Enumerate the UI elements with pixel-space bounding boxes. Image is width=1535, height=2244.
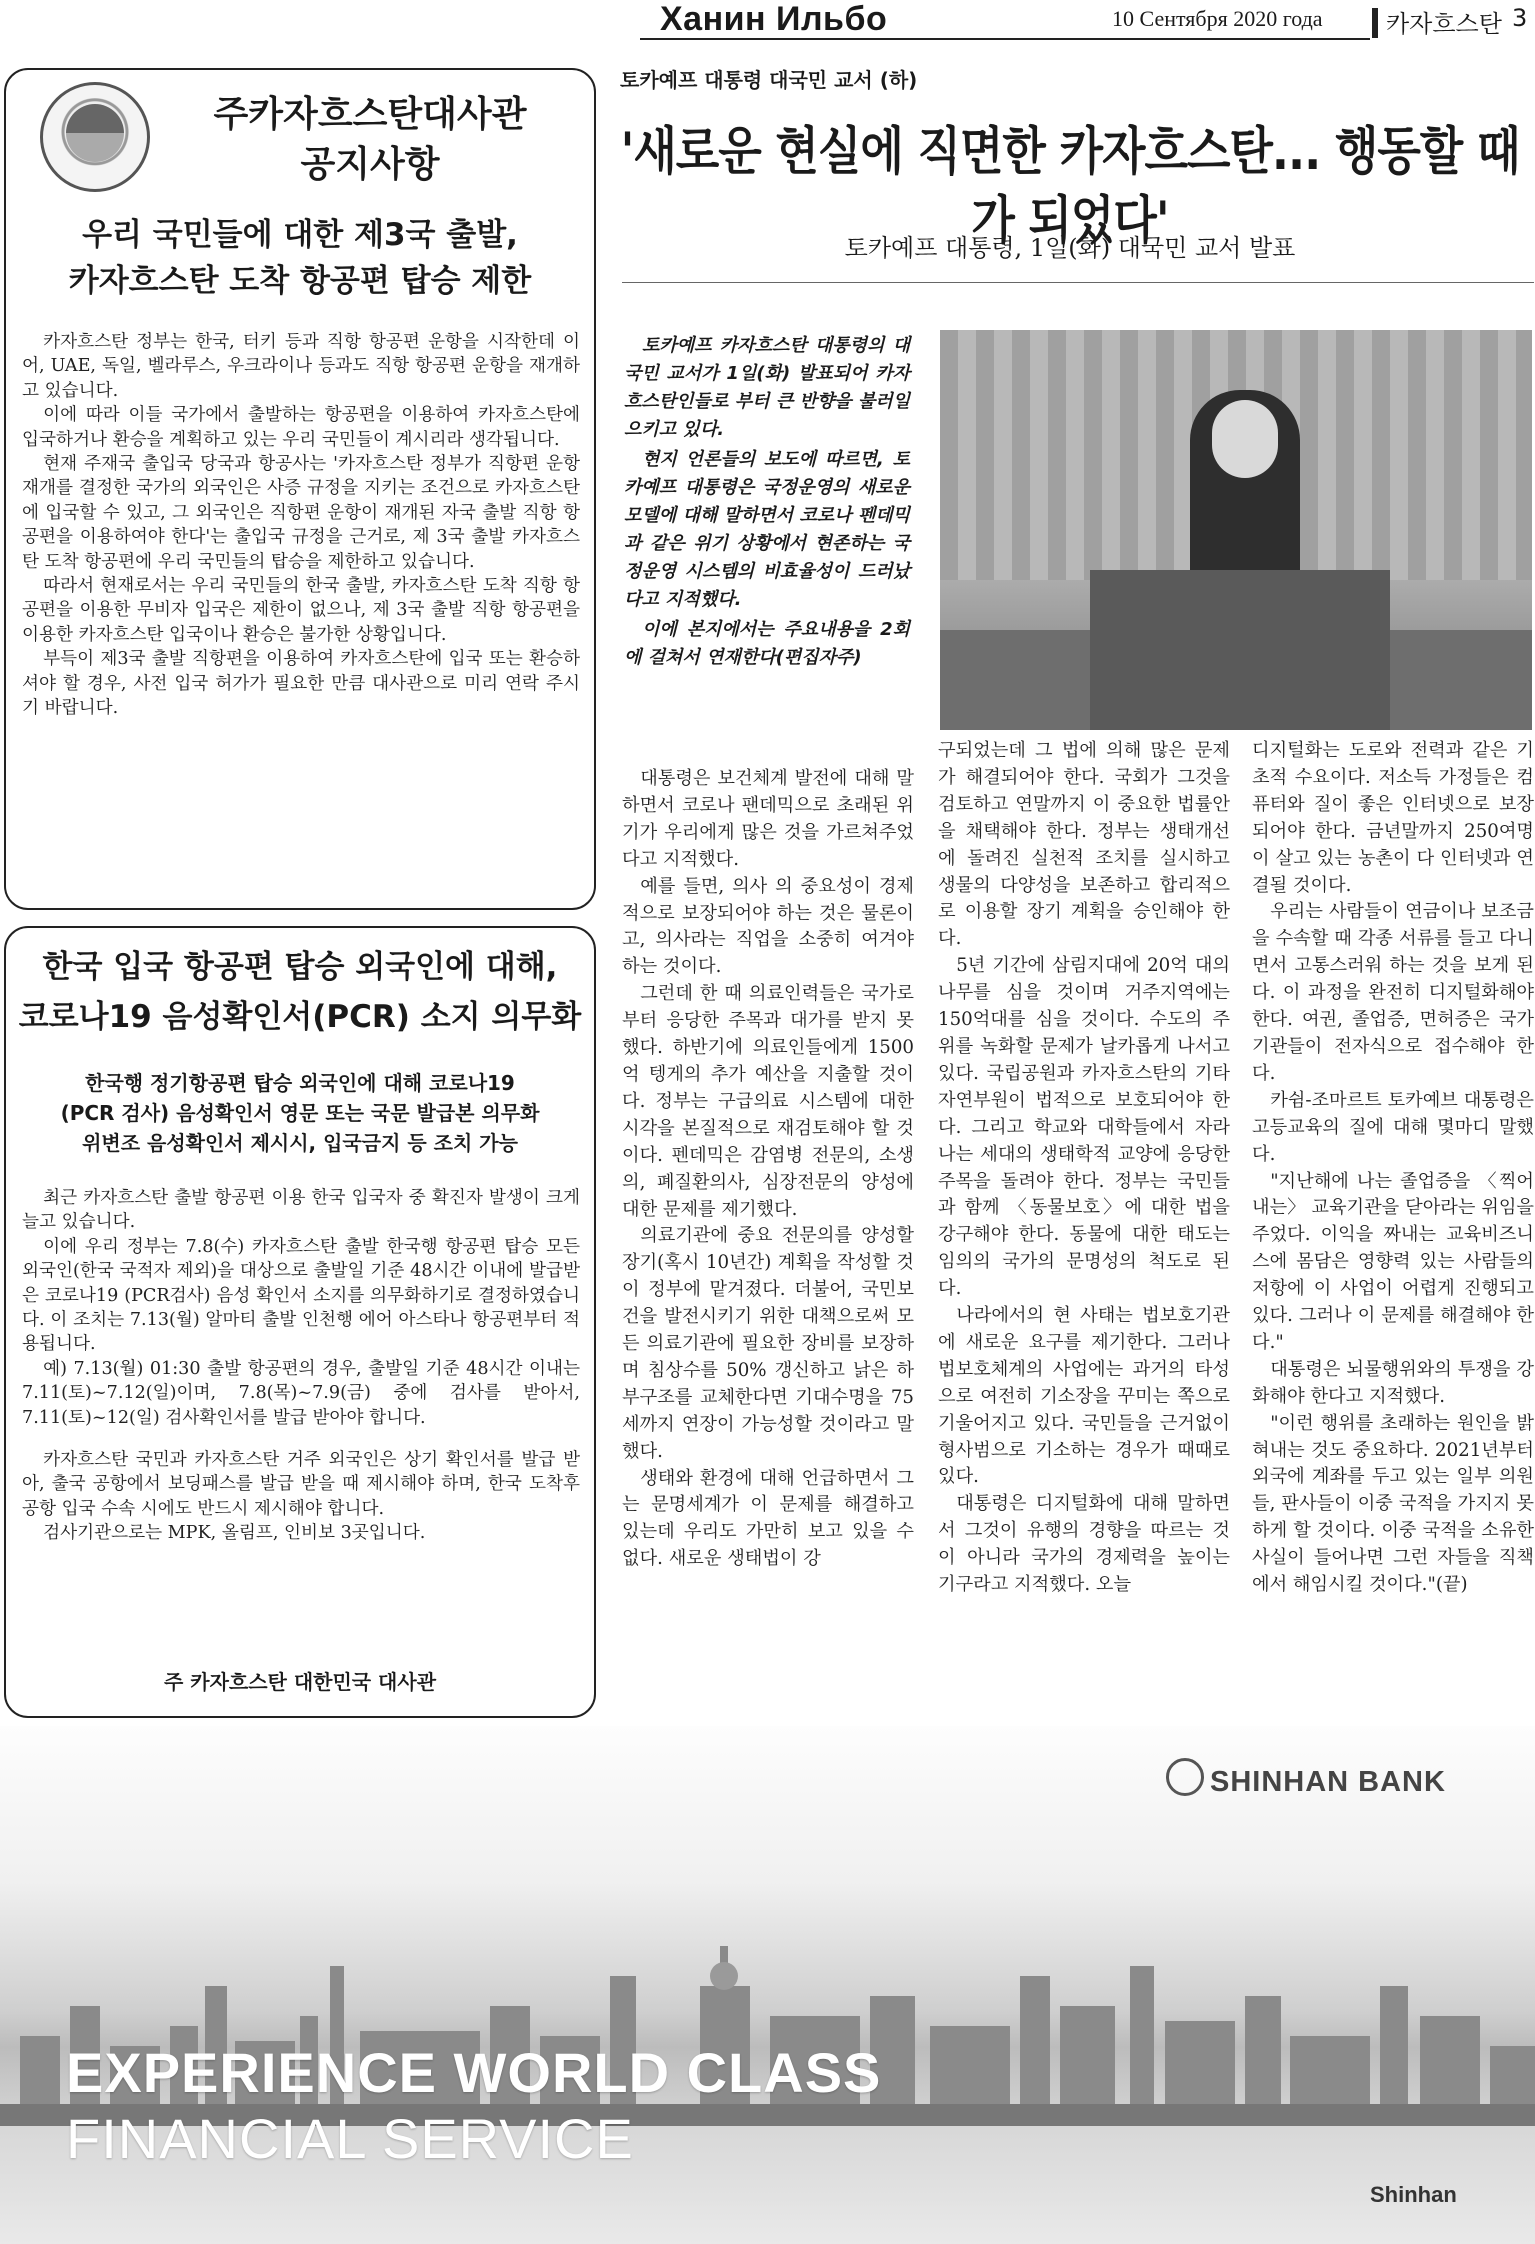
shinhan-logo-icon: [1166, 1758, 1204, 1796]
paragraph: 카자흐스탄 정부는 한국, 터키 등과 직항 항공편 운항을 시작한데 이어, UAE, 독일, 벨라루스, 우크라이나 등과도 직항 항공편 운항을 재개하고 있습니다.: [22, 332, 580, 401]
paragraph: 그런데 한 때 의료인력들은 국가로 부터 응당한 주목과 대가를 받지 못했다. 하반기에 의료인들에게 1500억 텡게의 추가 예산을 지출할 것이다. 정부는 구급의료 시스템에 대한 시각을 본질적으로 재검토해야 할 것이다. 펜데믹은 감염병 전문의, 소생의, 폐질환의사, 심장전문의 양성에 대한 문제를 제기했다.: [622, 983, 914, 1220]
notice-header: [160, 90, 580, 190]
notice-header-line1: 주카자흐스탄대사관: [213, 94, 527, 135]
paragraph: 생태와 환경에 대해 언급하면서 그는 문명세계가 이 문제를 해결하고 있는데 우리도 가만히 보고 있을 수 없다. 새로운 생태법이 강: [622, 1467, 914, 1570]
paragraph: 부득이 제3국 출발 직항편을 이용하여 카자흐스탄에 입국 또는 환승하셔야 할 경우, 사전 입국 허가가 필요한 만큼 대사관으로 미리 연락 주시기 바랍니다.: [22, 649, 580, 719]
paragraph: "지난해에 나는 졸업증을 〈찍어내는〉 교육기관을 닫아라는 위임을 주었다. 이익을 짜내는 교육비즈니스에 몸담은 영향력 있는 사람들의 저항에 이 사업이 어렵게 진행되고 있다. 그러나 이 문제를 해결해야 한다.": [1252, 1170, 1534, 1353]
paragraph: 최근 카자흐스탄 출발 항공편 이용 한국 입국자 중 확진자 발생이 크게 늘고 있습니다.: [22, 1188, 580, 1233]
ad-slogan-line1: EXPERIENCE WORLD CLASS: [66, 2041, 882, 2104]
paragraph: 따라서 현재로서는 우리 국민들의 한국 출발, 카자흐스탄 도착 직항 항공편을 이용한 무비자 입국은 제한이 없으나, 제 3국 출발 직항 항공편을 이용한 카자흐스탄 입국이나 환승은 불가한 상황입니다.: [22, 576, 580, 645]
issue-date: 10 Сентября 2020 года: [1112, 6, 1323, 31]
paragraph: 대통령은 보건체계 발전에 대해 말하면서 코로나 팬데믹으로 초래된 위기가 우리에게 많은 것을 가르쳐주었다고 지적했다.: [622, 768, 914, 870]
taegeuk-emblem-icon: [66, 104, 124, 162]
embassy-signature: 주 카자흐스탄 대한민국 대사관: [163, 1670, 437, 1694]
ad-slogan-line2: FINANCIAL SERVICE: [66, 2107, 634, 2170]
article-lead: [624, 332, 910, 674]
section-marker: [1372, 8, 1378, 38]
notice-title: [20, 212, 580, 304]
paragraph: "이런 행위를 초래하는 원인을 밝혀내는 것도 중요하다. 2021년부터 외국에 계좌를 두고 있는 일부 의원들, 판사들이 이중 국적을 가지지 못하게 할 것이다. 이중 국적을 소유한 사실이 들어나면 그런 자들을 직책에서 해임시킬 것이다."(끝): [1252, 1412, 1534, 1596]
paragraph: 카자흐스탄 국민과 카자흐스탄 거주 외국인은 상기 확인서를 발급 받아, 출국 공항에서 보딩패스를 발급 받을 때 제시해야 하며, 한국 도착후 공항 입국 수속 시에도 반드시 제시해야 합니다.: [22, 1450, 580, 1519]
article-subhead: 토카예프 대통령, 1일(화) 대국민 교서 발표: [844, 234, 1296, 262]
paragraph: 구되었는데 그 법에 의해 많은 문제가 해결되어야 한다. 국회가 그것을 검토하고 연말까지 이 중요한 법률안을 채택해야 한다. 정부는 생태개선에 돌려진 실천적 조치를 실시하고 생물의 다양성을 보존하고 합리적으로 이용할 장기 계획을 승인해야 한다.: [938, 740, 1230, 950]
paragraph: 카쉼-조마르트 토카예브 대통령은 고등교육의 질에 대해 몇마디 말했다.: [1252, 1089, 1534, 1165]
pcr-notice-body: [22, 1186, 580, 1546]
paragraph: 현재 주재국 출입국 당국과 항공사는 '카자흐스탄 정부가 직항편 운항 재개를 결정한 국가의 외국인은 사증 규정을 지키는 조건으로 카자흐스탄에 입국할 수 있고, 그 외국인은 직항편 운항이 재개된 자국 출발 직항 항공편을 이용하여야 한다'는 출입국 규정을 근거로, 제 3국 출발 카자흐스탄 도착 항공편에 우리 국민들의 탑승을 제한하고 있습니다.: [22, 454, 580, 572]
bank-name: SHINHAN BANK: [1210, 1766, 1446, 1798]
notice-header-line2: 공지사항: [300, 144, 440, 185]
paragraph: 예를 들면, 의사 의 중요성이 경제적으로 보장되어야 하는 것은 물론이고, 의사라는 직업을 소중히 여겨야 하는 것이다.: [622, 875, 914, 978]
photo-speaker-head: [1212, 400, 1278, 478]
newspaper-name: Ханин Ильбо: [660, 0, 888, 38]
notice-body: [22, 330, 580, 721]
page-number: 3: [1512, 4, 1528, 32]
notice-title-line1: 우리 국민들에 대한 제3국 출발,: [82, 217, 518, 253]
paragraph: 대통령은 뇌물행위와의 투쟁을 강화해야 한다고 지적했다.: [1252, 1358, 1534, 1407]
photo-podium: [1090, 570, 1390, 730]
paragraph: 우리는 사람들이 연금이나 보조금을 수속할 때 각종 서류를 들고 다니면서 고통스러워 하는 것을 보게 된다. 이 과정을 완전히 디지털화해야 한다. 여권, 졸업증, 면허증은 국가기관들이 전자식으로 접수해야 한다.: [1252, 901, 1534, 1084]
paragraph: 5년 기간에 삼림지대에 20억 대의 나무를 심을 것이며 거주지역에는 150억대를 심을 것이다. 수도의 주위를 녹화할 문제가 날카롭게 나서고 있다. 국립공원과 카자흐스탄의 기타 자연부원이 법적으로 보호되어야 한다. 그리고 학교와 대학들에서 자라나는 세대의 생태학적 교양에 응당한 주목을 돌려야 한다. 정부는 국민들과 함께 〈동물보호〉에 대한 법을 강구해야 한다. 동물에 대한 태도는 임의의 국가의 문명성의 척도로 된다.: [938, 955, 1230, 1300]
president-photo: [940, 330, 1532, 730]
pcr-sub-line1: 한국행 정기항공편 탑승 외국인에 대해 코로나19: [85, 1071, 515, 1095]
pcr-notice-subtitle: [40, 1068, 560, 1158]
notice-title-line2: 카자흐스탄 도착 항공편 탑승 제한: [68, 263, 532, 299]
article-column-1: [622, 766, 914, 1573]
header-divider: [640, 38, 1370, 40]
paragraph: 검사기관으로는 MPK, 올림프, 인비보 3곳입니다.: [43, 1523, 426, 1544]
article-kicker: 토카예프 대통령 대국민 교서 (하): [620, 68, 918, 92]
paragraph: 예) 7.13(월) 01:30 출발 항공편의 경우, 출발일 기준 48시간 이내는 7.11(토)~7.12(일)이며, 7.8(목)~7.9(금) 중에 검사를 받아서, 7.11(토)~12(일) 검사확인서를 발급 받아야 합니다.: [22, 1358, 580, 1428]
paragraph: 대통령은 디지털화에 대해 말하면서 그것이 유행의 경향을 따르는 것이 아니라 국가의 경제력을 높이는 기구라고 지적했다. 오늘: [938, 1493, 1230, 1596]
paragraph: 디지털화는 도로와 전력과 같은 기초적 수요이다. 저소득 가정들은 컴퓨터와 질이 좋은 인터넷으로 보장되어야 한다. 금년말까지 250여명이 살고 있는 농촌이 다 인터넷과 연결될 것이다.: [1252, 740, 1534, 896]
paragraph: 이에 따라 이들 국가에서 출발하는 항공편을 이용하여 카자흐스탄에 입국하거나 환승을 계획하고 있는 우리 국민들이 계시리라 생각됩니다.: [22, 405, 580, 450]
pcr-sub-line2: (PCR 검사) 음성확인서 영문 또는 국문 발급본 의무화: [60, 1101, 540, 1125]
brand-wordmark: Shinhan: [1370, 2182, 1457, 2207]
article-column-3: [1252, 738, 1534, 1599]
section-label: 카자흐스탄: [1386, 10, 1502, 38]
pcr-notice-title: [16, 942, 584, 1042]
paragraph: 의료기관에 중요 전문의를 양성할 장기(혹시 10년간) 계획을 작성할 것이 정부에 맡겨졌다. 더불어, 국민보건을 발전시키기 위한 대책으로써 모든 의료기관에 필요한 장비를 보장하며 침상수를 50% 갱신하고 낡은 하부구조를 교체한다면 기대수명을 75세까지 연장이 가능성할 것이라고 말했다.: [622, 1225, 914, 1462]
lead-paragraph: 현지 언론들의 보도에 따르면, 토카예프 대통령은 국정운영의 새로운 모델에 대해 말하면서 코로나 펜데믹과 같은 위기 상황에서 현존하는 국정운영 시스템의 비효율성이 드러났다고 지적했다.: [624, 449, 910, 610]
article-headline: '새로운 현실에 직면한 카자흐스탄... 행동할 때가 되었다': [620, 120, 1520, 251]
pcr-sub-line3: 위변조 음성확인서 제시시, 입국금지 등 조치 가능: [82, 1131, 518, 1155]
subhead-divider: [622, 282, 1534, 283]
bank-advertisement: [0, 1726, 1535, 2244]
paragraph: 이에 우리 정부는 7.8(수) 카자흐스탄 출발 한국행 항공편 탑승 모든 외국인(한국 국적자 제외)을 대상으로 출발일 기준 48시간 이내에 발급받은 코로나19 (PCR검사) 음성 확인서 소지를 의무화하기로 결정하였습니다. 이 조치는 7.13(월) 알마티 출발 인천행 에어 아스타나 항공편부터 적용됩니다.: [22, 1236, 580, 1355]
paragraph: 나라에서의 현 사태는 법보호기관에 새로운 요구를 제기한다. 그러나 법보호체계의 사업에는 과거의 타성으로 여전히 기소장을 꾸미는 쪽으로 기울어지고 있다. 국민들을 근거없이 형사범으로 기소하는 경우가 때때로 있다.: [938, 1305, 1230, 1488]
pcr-title-line1: 한국 입국 항공편 탑승 외국인에 대해,: [42, 949, 558, 985]
lead-paragraph: 이에 본지에서는 주요내용을 2회에 걸쳐서 연재한다(편집자주): [624, 619, 910, 668]
lead-paragraph: 토카예프 카자흐스탄 대통령의 대국민 교서가 1일(화) 발표되어 카자흐스탄인들로 부터 큰 반향을 불러일으키고 있다.: [624, 335, 910, 440]
pcr-title-line2: 코로나19 음성확인서(PCR) 소지 의무화: [18, 999, 582, 1035]
article-column-2: [938, 738, 1230, 1599]
